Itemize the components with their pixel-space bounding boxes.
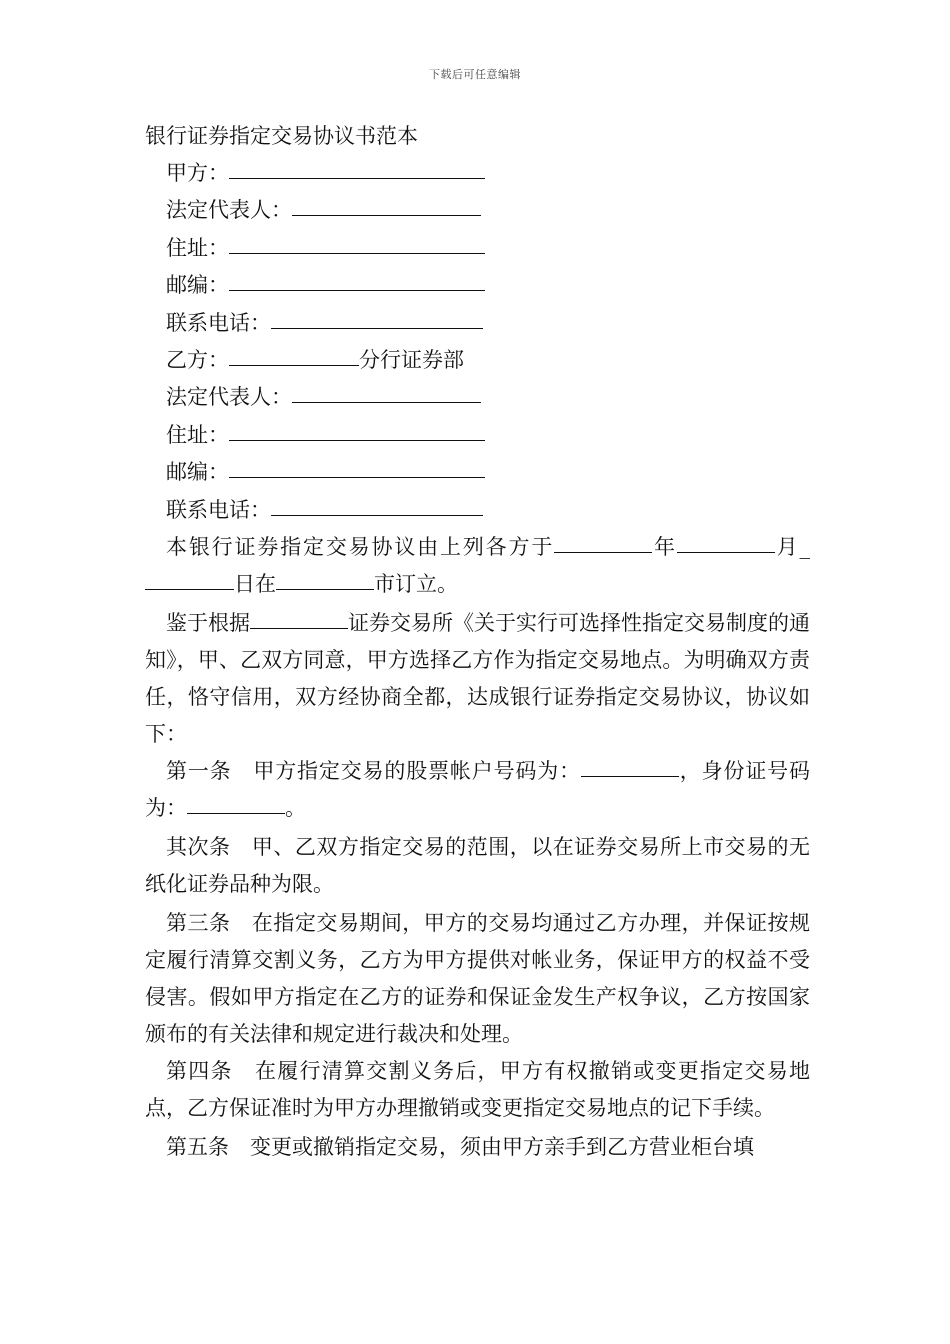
party-a-postcode-label: 邮编： bbox=[166, 273, 229, 298]
party-a-address-blank[interactable] bbox=[229, 230, 485, 254]
party-b-phone-blank[interactable] bbox=[271, 492, 483, 516]
signing-prefix: 本银行证券指定交易协议由上列各方于 bbox=[166, 534, 555, 559]
id-number-blank[interactable] bbox=[187, 790, 285, 814]
party-b-phone-label: 联系电话： bbox=[166, 497, 271, 522]
stock-account-blank[interactable] bbox=[581, 753, 679, 777]
signing-city-label: 市订立。 bbox=[374, 571, 458, 596]
signing-year-blank[interactable] bbox=[554, 529, 652, 553]
party-b-name-row bbox=[145, 342, 810, 379]
party-b-name-blank[interactable] bbox=[229, 342, 359, 366]
party-b-postcode-row bbox=[145, 454, 810, 491]
party-a-address-row bbox=[145, 230, 810, 267]
party-b-address-label: 住址： bbox=[166, 422, 229, 447]
party-b-address-row bbox=[145, 417, 810, 454]
party-a-postcode-row bbox=[145, 267, 810, 304]
party-a-phone-label: 联系电话： bbox=[166, 310, 271, 335]
signing-paragraph bbox=[145, 529, 810, 603]
signing-day-blank[interactable] bbox=[145, 566, 234, 590]
party-b-rep-blank[interactable] bbox=[292, 379, 481, 403]
page-header: 下载后可任意编辑 bbox=[429, 68, 521, 81]
party-b-postcode-blank[interactable] bbox=[229, 454, 485, 478]
document-title: 银行证券指定交易协议书范本 bbox=[145, 124, 418, 148]
article-5: 第五条 变更或撤销指定交易，须由甲方亲手到乙方营业柜台填 bbox=[166, 1134, 754, 1159]
party-a-address-label: 住址： bbox=[166, 235, 229, 260]
article-1-part3: 。 bbox=[285, 795, 306, 820]
exchange-name-blank[interactable] bbox=[250, 605, 348, 629]
party-b-phone-row bbox=[145, 492, 810, 529]
party-a-rep-label: 法定代表人： bbox=[166, 198, 292, 223]
signing-year-label: 年 bbox=[652, 534, 677, 559]
party-a-name-label: 甲方： bbox=[166, 161, 229, 185]
preamble-part1: 鉴于根据 bbox=[166, 610, 250, 635]
party-b-address-blank[interactable] bbox=[229, 417, 485, 441]
party-a-rep-row bbox=[145, 192, 810, 229]
party-b-rep-row bbox=[145, 379, 810, 416]
party-a-phone-blank[interactable] bbox=[271, 305, 483, 329]
article-1-part1: 第一条 甲方指定交易的股票帐户号码为： bbox=[166, 758, 581, 783]
preamble-paragraph bbox=[145, 605, 810, 753]
party-b-postcode-label: 邮编： bbox=[166, 460, 229, 485]
party-a-phone-row bbox=[145, 305, 810, 342]
party-b-name-label: 乙方： bbox=[166, 347, 229, 372]
party-a-postcode-blank[interactable] bbox=[229, 267, 485, 291]
party-a-name-row bbox=[145, 155, 810, 192]
agreement-document bbox=[145, 118, 810, 1166]
signing-month-label: 月_ bbox=[774, 534, 811, 559]
article-4: 第四条 在履行清算交割义务后，甲方有权撤销或变更指定交易地点，乙方保证准时为甲方办理撤销或变更指定交易地点的记下手续。 bbox=[145, 1058, 810, 1120]
article-2: 其次条 甲、乙双方指定交易的范围，以在证券交易所上市交易的无纸化证券品种为限。 bbox=[145, 834, 810, 896]
signing-city-blank[interactable] bbox=[276, 566, 374, 590]
party-a-name-blank[interactable] bbox=[229, 155, 485, 179]
signing-month-blank[interactable] bbox=[677, 529, 775, 553]
party-a-rep-blank[interactable] bbox=[292, 192, 481, 216]
article-1 bbox=[145, 753, 810, 827]
article-3: 第三条 在指定交易期间，甲方的交易均通过乙方办理，并保证按规定履行清算交割义务，乙方为甲方提供对帐业务，保证甲方的权益不受侵害。假如甲方指定在乙方的证券和保证金发生产权争议，乙方按国家颁布的有关法律和规定进行裁决和处理。 bbox=[145, 910, 810, 1046]
preamble-part2: 证券交易所《关于实行可选择性指定交易制度的通知》，甲、乙双方同意，甲方选择乙方作为指定交易地点。为明确双方责任，恪守信用，双方经协商全都，达成银行证券指定交易协议，协议如下： bbox=[145, 610, 810, 746]
party-b-rep-label: 法定代表人： bbox=[166, 385, 292, 410]
signing-day-label: 日在 bbox=[234, 571, 276, 596]
article-1-part2: ，身份证号码为： bbox=[145, 758, 811, 820]
party-b-name-suffix: 分行证券部 bbox=[359, 347, 464, 372]
